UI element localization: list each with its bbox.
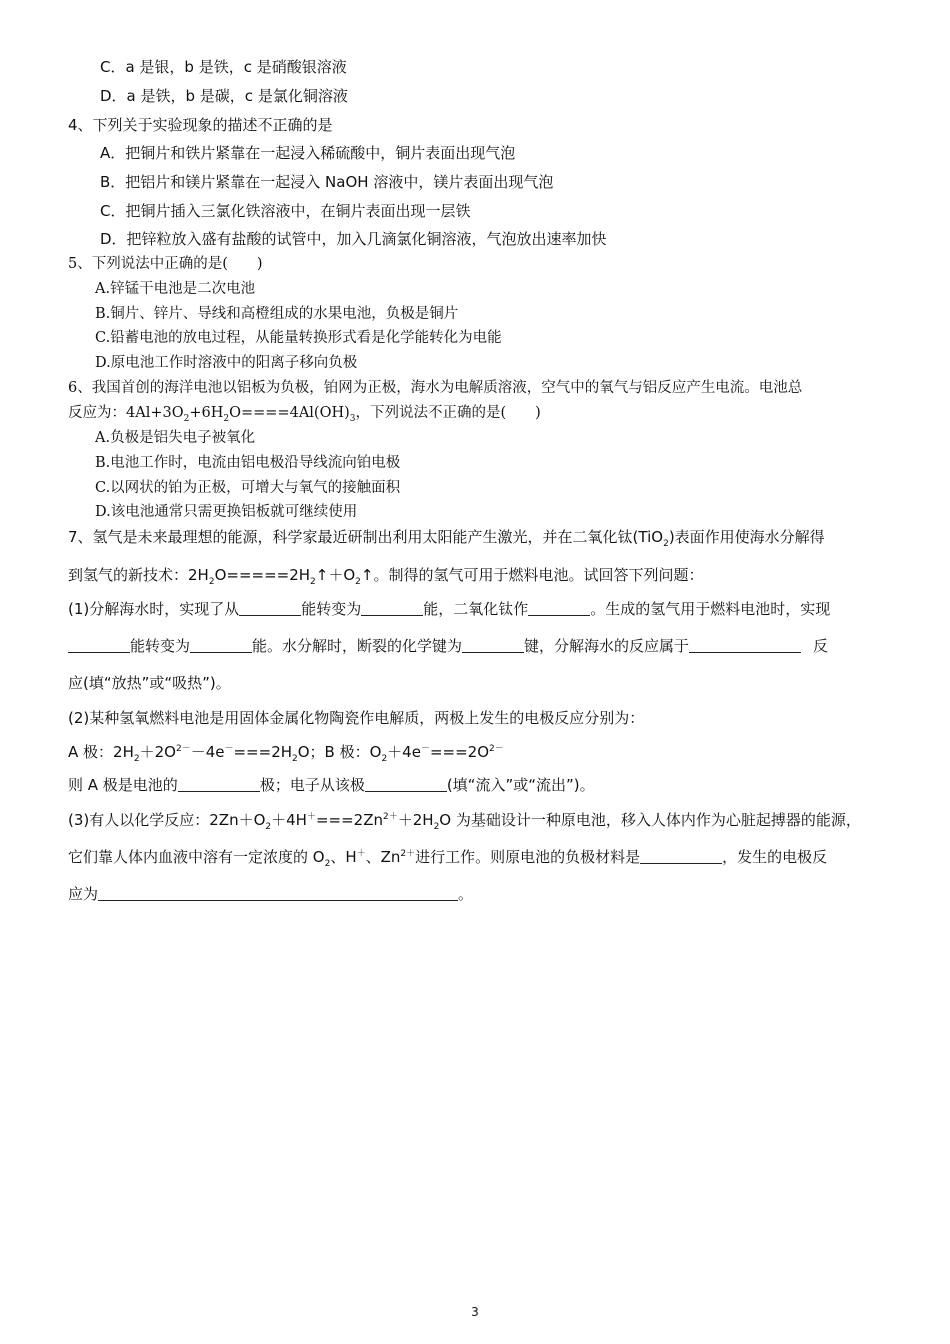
answer-blank[interactable] — [68, 636, 130, 653]
q4-option-d: D．把锌粒放入盛有盐酸的试管中，加入几滴氯化铜溶液，气泡放出速率加快 — [100, 230, 607, 248]
q7-part1-line1: (1)分解海水时，实现了从 能转变为 能，二氧化钛作 。生成的氢气用于燃料电池时，实现 — [68, 600, 831, 618]
answer-blank[interactable] — [98, 884, 458, 901]
q3-option-d: D．a 是铁，b 是碳，c 是氯化铜溶液 — [100, 87, 348, 105]
q6-stem-line1: 6、我国首创的海洋电池以铝板为负极，铂网为正极，海水为电解质溶液，空气中的氧气与铝反应产生电流。电池总 — [68, 380, 803, 396]
answer-blank[interactable] — [178, 775, 260, 792]
q5-option-b: B.铜片、锌片、导线和高橙组成的水果电池，负极是铜片 — [95, 306, 459, 322]
q5-stem: 5、下列说法中正确的是( ) — [68, 256, 263, 272]
q7-part1-line3: 应(填“放热”或“吸热”)。 — [68, 674, 231, 692]
q7-part2-line1: (2)某种氢氧燃料电池是用固体金属化物陶瓷作电解质，两极上发生的电极反应分别为： — [68, 709, 645, 727]
q6-option-d: D.该电池通常只需更换铝板就可继续使用 — [95, 504, 358, 520]
q7-part3-line1: (3)有人以化学反应：$2Zn+O_2+4H^+===2Zn^{2+}+2H_2O$ 为基础设计一种原电池，移入人体内作为心脏起搏器的能源， — [68, 811, 861, 832]
q6-stem-line2: 反应为：$4Al+3O_2+6H_2O====4Al(OH)_3$，下列说法不正确的是( ) — [68, 405, 541, 424]
q5-option-a: A.锌锰干电池是二次电池 — [95, 281, 256, 297]
answer-blank[interactable] — [190, 636, 252, 653]
answer-blank[interactable] — [528, 599, 590, 616]
q6-option-a: A.负极是铝失电子被氧化 — [95, 430, 256, 446]
q4-stem: 4、下列关于实验现象的描述不正确的是 — [68, 116, 333, 134]
answer-blank[interactable] — [365, 775, 447, 792]
answer-blank[interactable] — [689, 636, 801, 653]
q4-option-c: C．把铜片插入三氯化铁溶液中，在铜片表面出现一层铁 — [100, 202, 471, 220]
q7-stem-line2: 到氢气的新技术：$2H_2O=====2H_2↑+O_2↑$。制得的氢气可用于燃料电池。试回答下列问题： — [68, 566, 704, 587]
q6-option-b: B.电池工作时，电流由铝电极沿导线流向铂电极 — [95, 455, 401, 471]
answer-blank[interactable] — [361, 599, 423, 616]
q7-part2-line2: A 极：$2H_2+2O^{2-}-4e^-===2H_2O$；B 极：$O_2+4e^-===2O^{2-}$ — [68, 743, 504, 764]
q5-option-d: D.原电池工作时溶液中的阳离子移向负极 — [95, 355, 358, 371]
q7-part3-line3: 应为 。 — [68, 885, 474, 903]
q7-part1-line2: 能转变为 能。水分解时，断裂的化学键为 键，分解海水的反应属于 反 — [68, 636, 828, 656]
q7-part2-line3: 则 A 极是电池的 极；电子从该极 (填“流入”或“流出”)。 — [68, 776, 595, 794]
q4-option-b: B．把铝片和镁片紧靠在一起浸入 NaOH 溶液中，镁片表面出现气泡 — [100, 173, 554, 191]
page-number: 3 — [471, 1305, 479, 1319]
q5-option-c: C.铅蓄电池的放电过程，从能量转换形式看是化学能转化为电能 — [95, 330, 502, 346]
q7-part3-line2: 它们靠人体内血液中溶有一定浓度的 $O_2$、H＋、$Zn^{2+}$进行工作。则原电池的负极材料是 ，发生的电极反 — [68, 848, 828, 869]
q6-option-c: C.以网状的铂为正极，可增大与氧气的接触面积 — [95, 480, 401, 496]
q7-stem-line1: 7、氢气是未来最理想的能源，科学家最近研制出利用太阳能产生激光，并在二氧化钛(TiO$_2$)表面作用使海水分解得 — [68, 528, 825, 549]
answer-blank[interactable] — [239, 599, 301, 616]
q3-option-c: C．a 是银，b 是铁，c 是硝酸银溶液 — [100, 58, 347, 76]
answer-blank[interactable] — [640, 847, 722, 864]
answer-blank[interactable] — [462, 636, 524, 653]
q4-option-a: A．把铜片和铁片紧靠在一起浸入稀硫酸中，铜片表面出现气泡 — [100, 144, 516, 162]
